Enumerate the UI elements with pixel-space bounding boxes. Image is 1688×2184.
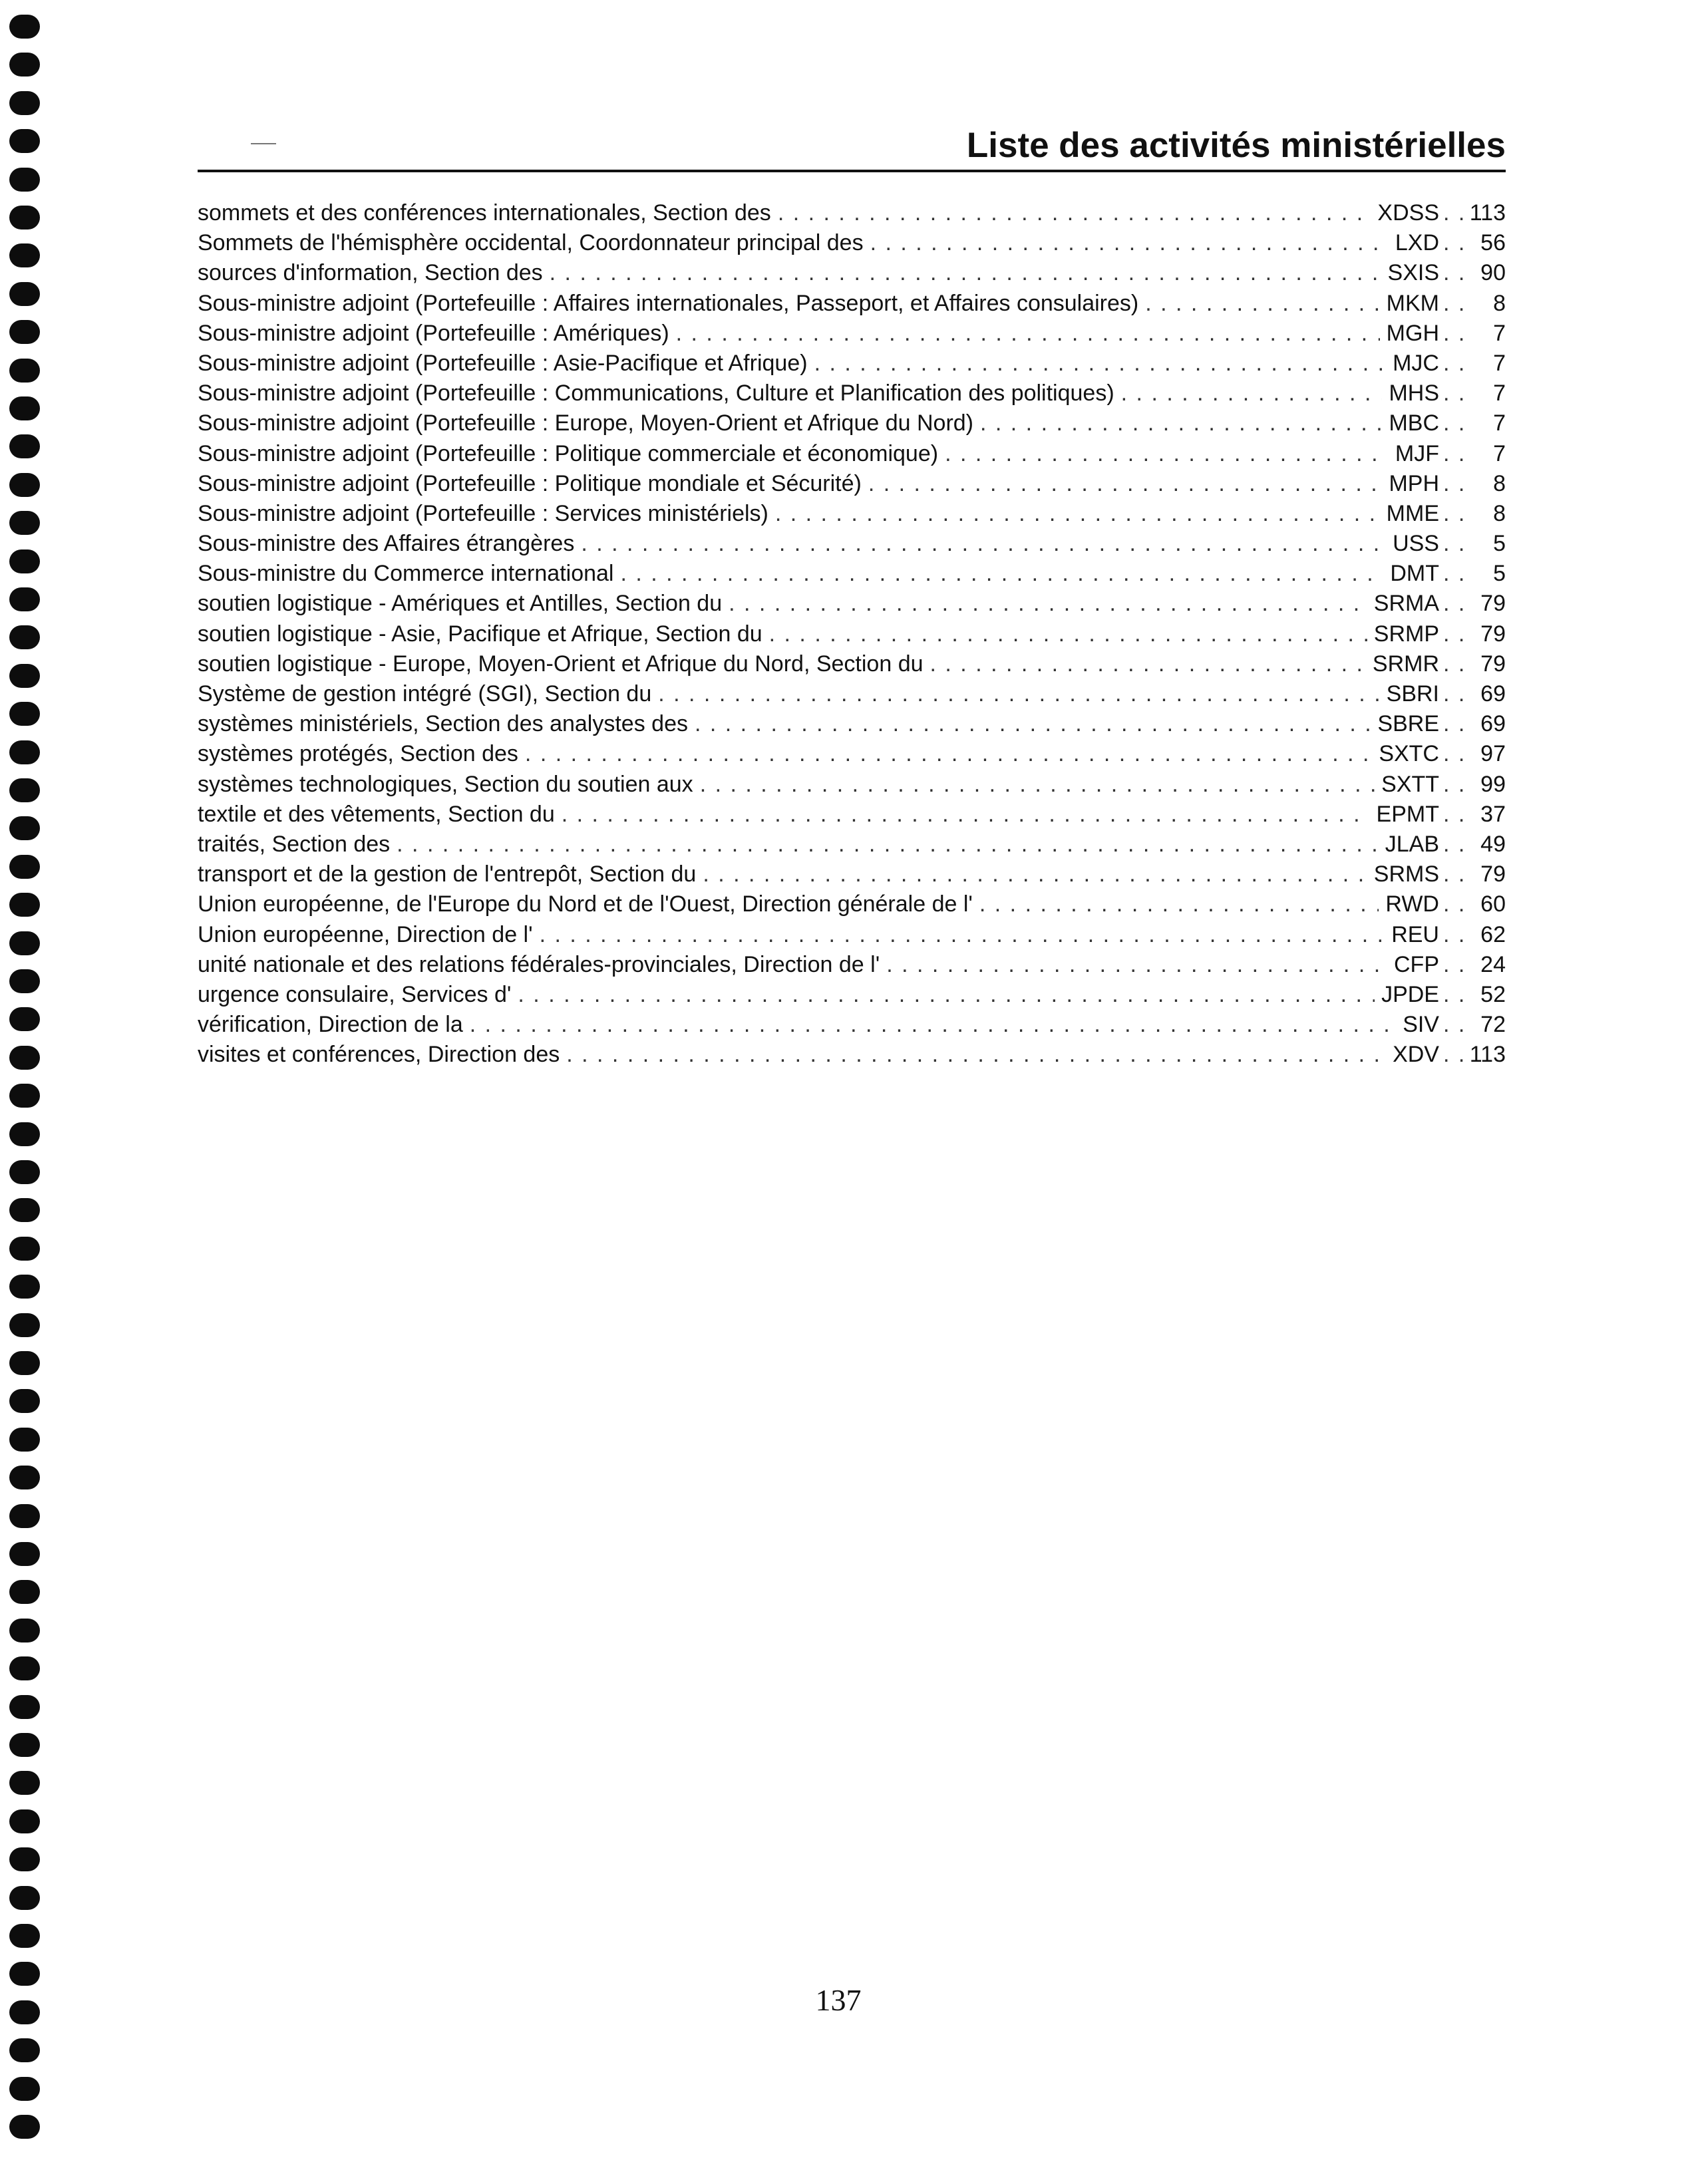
binding-hole bbox=[9, 1847, 40, 1871]
dot-leader bbox=[775, 499, 1380, 529]
entry-code: MKM bbox=[1386, 290, 1439, 316]
binding-hole bbox=[9, 2038, 40, 2062]
dot-leader bbox=[550, 258, 1381, 288]
binding-hole bbox=[9, 1580, 40, 1604]
binding-hole bbox=[9, 1313, 40, 1337]
binding-hole bbox=[9, 1656, 40, 1680]
entry-code: JLAB bbox=[1385, 831, 1439, 857]
entry-label: sommets et des conférences internationales, Section des bbox=[198, 200, 771, 226]
binding-hole bbox=[9, 2077, 40, 2101]
entry-label: Sous-ministre du Commerce international bbox=[198, 561, 614, 587]
entry-page: 69 bbox=[1480, 681, 1506, 706]
binding-hole bbox=[9, 1695, 40, 1719]
entry-page: 99 bbox=[1480, 771, 1506, 797]
binding-hole bbox=[9, 91, 40, 115]
binding-hole bbox=[9, 1160, 40, 1184]
list-item bbox=[198, 228, 1506, 258]
dot-leader bbox=[870, 228, 1389, 258]
dot-leader bbox=[1443, 889, 1463, 919]
entry-page: 90 bbox=[1480, 260, 1506, 286]
entry-page: 24 bbox=[1480, 951, 1506, 977]
entry-code: SXTT bbox=[1381, 771, 1439, 797]
binding-hole bbox=[9, 1084, 40, 1108]
entry-code: XDSS bbox=[1377, 200, 1439, 226]
entry-label: visites et conférences, Direction des bbox=[198, 1042, 560, 1068]
dot-leader bbox=[525, 739, 1372, 769]
entry-label: transport et de la gestion de l'entrepôt, Section du bbox=[198, 861, 697, 887]
dot-leader bbox=[562, 800, 1370, 830]
page-number: 137 bbox=[815, 1983, 862, 2017]
entry-page: 7 bbox=[1493, 350, 1506, 376]
dot-leader bbox=[729, 589, 1367, 619]
binding-hole bbox=[9, 168, 40, 192]
dot-leader bbox=[980, 408, 1382, 438]
dot-leader bbox=[979, 889, 1379, 919]
dot-leader bbox=[1443, 379, 1463, 408]
entry-label: vérification, Direction de la bbox=[198, 1012, 463, 1038]
entry-page: 52 bbox=[1480, 981, 1506, 1007]
binding-hole bbox=[9, 931, 40, 955]
dot-leader bbox=[703, 859, 1367, 889]
dot-leader bbox=[1443, 198, 1463, 228]
entry-page: 7 bbox=[1493, 440, 1506, 466]
spiral-binding bbox=[9, 0, 43, 2184]
binding-hole bbox=[9, 1389, 40, 1413]
entry-label: textile et des vêtements, Section du bbox=[198, 801, 555, 827]
entry-code: SRMA bbox=[1373, 591, 1439, 617]
dot-leader bbox=[397, 830, 1379, 859]
binding-hole bbox=[9, 969, 40, 993]
header-mark bbox=[251, 143, 276, 144]
dot-leader bbox=[778, 198, 1371, 228]
dot-leader bbox=[700, 770, 1375, 800]
entry-label: soutien logistique - Asie, Pacifique et Afrique, Section du bbox=[198, 621, 762, 647]
entry-code: MME bbox=[1386, 500, 1439, 526]
binding-hole bbox=[9, 1542, 40, 1566]
dot-leader bbox=[1443, 649, 1463, 679]
entry-code: SRMR bbox=[1372, 651, 1439, 677]
list-item bbox=[198, 439, 1506, 469]
binding-hole bbox=[9, 587, 40, 611]
binding-hole bbox=[9, 53, 40, 77]
binding-hole bbox=[9, 2115, 40, 2139]
binding-hole bbox=[9, 1351, 40, 1375]
entry-code: SIV bbox=[1403, 1012, 1439, 1038]
list-item bbox=[198, 950, 1506, 980]
dot-leader bbox=[658, 679, 1379, 709]
dot-leader bbox=[470, 1010, 1396, 1040]
binding-hole bbox=[9, 1771, 40, 1795]
dot-leader bbox=[1443, 739, 1463, 769]
binding-hole bbox=[9, 625, 40, 649]
binding-hole bbox=[9, 511, 40, 535]
dot-leader bbox=[566, 1040, 1386, 1070]
binding-hole bbox=[9, 320, 40, 344]
dot-leader bbox=[1443, 228, 1463, 258]
dot-leader bbox=[518, 980, 1375, 1010]
entry-label: systèmes ministériels, Section des analystes des bbox=[198, 711, 688, 737]
list-item bbox=[198, 649, 1506, 679]
entry-page: 79 bbox=[1480, 651, 1506, 677]
entry-code: MJF bbox=[1395, 440, 1439, 466]
entry-code: SBRI bbox=[1386, 681, 1439, 706]
list-item bbox=[198, 499, 1506, 529]
dot-leader bbox=[1443, 1040, 1463, 1070]
entry-label: sources d'information, Section des bbox=[198, 260, 543, 286]
binding-hole bbox=[9, 2000, 40, 2024]
entry-code: MHS bbox=[1389, 381, 1439, 406]
dot-leader bbox=[695, 709, 1371, 739]
entry-code: CFP bbox=[1394, 951, 1439, 977]
binding-hole bbox=[9, 396, 40, 420]
dot-leader bbox=[1443, 859, 1463, 889]
list-item bbox=[198, 289, 1506, 319]
dot-leader bbox=[868, 469, 1383, 499]
entry-code: SRMP bbox=[1373, 621, 1439, 647]
dot-leader bbox=[540, 920, 1385, 950]
binding-hole bbox=[9, 1924, 40, 1948]
entry-page: 7 bbox=[1493, 381, 1506, 406]
binding-hole bbox=[9, 206, 40, 230]
dot-leader bbox=[581, 529, 1386, 559]
entry-code: JPDE bbox=[1381, 981, 1439, 1007]
entry-page: 113 bbox=[1469, 200, 1506, 226]
dot-leader bbox=[1443, 319, 1463, 349]
dot-leader bbox=[1443, 830, 1463, 859]
entry-code: RWD bbox=[1385, 891, 1439, 917]
dot-leader bbox=[945, 439, 1389, 469]
list-item bbox=[198, 1040, 1506, 1070]
list-item bbox=[198, 1010, 1506, 1040]
entry-page: 7 bbox=[1493, 320, 1506, 346]
binding-hole bbox=[9, 1962, 40, 1986]
list-item bbox=[198, 800, 1506, 830]
entry-label: Sous-ministre adjoint (Portefeuille : Politique mondiale et Sécurité) bbox=[198, 470, 862, 496]
binding-hole bbox=[9, 1275, 40, 1299]
entry-page: 69 bbox=[1480, 711, 1506, 737]
list-item bbox=[198, 980, 1506, 1010]
binding-hole bbox=[9, 1809, 40, 1833]
entry-label: Sommets de l'hémisphère occidental, Coordonnateur principal des bbox=[198, 230, 864, 256]
binding-hole bbox=[9, 129, 40, 153]
entry-label: Sous-ministre adjoint (Portefeuille : Europe, Moyen-Orient et Afrique du Nord) bbox=[198, 410, 973, 436]
binding-hole bbox=[9, 473, 40, 497]
entry-page: 37 bbox=[1480, 801, 1506, 827]
binding-hole bbox=[9, 1198, 40, 1222]
list-item bbox=[198, 709, 1506, 739]
binding-hole bbox=[9, 1886, 40, 1910]
binding-hole bbox=[9, 1619, 40, 1642]
entry-page: 113 bbox=[1469, 1042, 1506, 1068]
entry-code: SBRE bbox=[1377, 711, 1439, 737]
entry-label: Union européenne, de l'Europe du Nord et de l'Ouest, Direction générale de l' bbox=[198, 891, 973, 917]
entry-code: SXIS bbox=[1387, 260, 1439, 286]
entry-page: 49 bbox=[1480, 831, 1506, 857]
binding-hole bbox=[9, 893, 40, 917]
binding-hole bbox=[9, 1046, 40, 1070]
binding-hole bbox=[9, 1733, 40, 1757]
list-item bbox=[198, 408, 1506, 438]
binding-hole bbox=[9, 243, 40, 267]
entry-label: Sous-ministre adjoint (Portefeuille : Amériques) bbox=[198, 320, 669, 346]
binding-hole bbox=[9, 1466, 40, 1489]
entry-page: 5 bbox=[1493, 561, 1506, 587]
entry-code: MJC bbox=[1393, 350, 1439, 376]
entry-label: traités, Section des bbox=[198, 831, 391, 857]
dot-leader bbox=[1443, 770, 1463, 800]
entry-label: systèmes technologiques, Section du soutien aux bbox=[198, 771, 693, 797]
entry-page: 79 bbox=[1480, 591, 1506, 617]
dot-leader bbox=[1443, 679, 1463, 709]
binding-hole bbox=[9, 434, 40, 458]
page-title: Liste des activités ministérielles bbox=[966, 126, 1506, 165]
binding-hole bbox=[9, 778, 40, 802]
entry-label: Sous-ministre adjoint (Portefeuille : Services ministériels) bbox=[198, 500, 768, 526]
dot-leader bbox=[620, 559, 1383, 589]
dot-leader bbox=[676, 319, 1380, 349]
entry-page: 72 bbox=[1480, 1012, 1506, 1038]
entry-code: XDV bbox=[1393, 1042, 1439, 1068]
binding-hole bbox=[9, 740, 40, 764]
binding-hole bbox=[9, 15, 40, 39]
entry-page: 8 bbox=[1493, 290, 1506, 316]
list-item bbox=[198, 379, 1506, 408]
entry-code: USS bbox=[1393, 531, 1439, 557]
binding-hole bbox=[9, 1428, 40, 1452]
list-item bbox=[198, 770, 1506, 800]
binding-hole bbox=[9, 816, 40, 840]
list-item bbox=[198, 679, 1506, 709]
list-item bbox=[198, 859, 1506, 889]
dot-leader bbox=[1443, 349, 1463, 379]
entry-code: MPH bbox=[1389, 470, 1439, 496]
list-item bbox=[198, 559, 1506, 589]
dot-leader bbox=[886, 950, 1387, 980]
dot-leader bbox=[1443, 439, 1463, 469]
dot-leader bbox=[1443, 499, 1463, 529]
entry-label: soutien logistique - Europe, Moyen-Orient et Afrique du Nord, Section du bbox=[198, 651, 924, 677]
entry-page: 8 bbox=[1493, 500, 1506, 526]
dot-leader bbox=[1121, 379, 1383, 408]
entry-page: 56 bbox=[1480, 230, 1506, 256]
entry-label: Sous-ministre adjoint (Portefeuille : Communications, Culture et Planification des politiques) bbox=[198, 381, 1114, 406]
list-item bbox=[198, 319, 1506, 349]
entry-code: EPMT bbox=[1376, 801, 1439, 827]
entry-label: Sous-ministre adjoint (Portefeuille : Asie-Pacifique et Afrique) bbox=[198, 350, 808, 376]
entry-page: 97 bbox=[1480, 741, 1506, 767]
binding-hole bbox=[9, 664, 40, 688]
entry-page: 7 bbox=[1493, 410, 1506, 436]
entry-label: urgence consulaire, Services d' bbox=[198, 981, 512, 1007]
binding-hole bbox=[9, 855, 40, 879]
entry-code: DMT bbox=[1390, 561, 1439, 587]
dot-leader bbox=[1443, 950, 1463, 980]
entry-label: soutien logistique - Amériques et Antilles, Section du bbox=[198, 591, 723, 617]
dot-leader bbox=[814, 349, 1387, 379]
dot-leader bbox=[1443, 709, 1463, 739]
list-item bbox=[198, 739, 1506, 769]
dot-leader bbox=[1443, 980, 1463, 1010]
index-list bbox=[198, 198, 1506, 1070]
dot-leader bbox=[1443, 469, 1463, 499]
dot-leader bbox=[1443, 289, 1463, 319]
dot-leader bbox=[1443, 559, 1463, 589]
binding-hole bbox=[9, 1007, 40, 1031]
entry-label: Sous-ministre des Affaires étrangères bbox=[198, 531, 575, 557]
dot-leader bbox=[1443, 408, 1463, 438]
entry-label: Sous-ministre adjoint (Portefeuille : Politique commerciale et économique) bbox=[198, 440, 939, 466]
entry-label: Système de gestion intégré (SGI), Section du bbox=[198, 681, 652, 706]
dot-leader bbox=[769, 619, 1367, 649]
entry-page: 79 bbox=[1480, 621, 1506, 647]
binding-hole bbox=[9, 1237, 40, 1261]
list-item bbox=[198, 469, 1506, 499]
list-item bbox=[198, 920, 1506, 950]
list-item bbox=[198, 589, 1506, 619]
dot-leader bbox=[1145, 289, 1379, 319]
dot-leader bbox=[1443, 529, 1463, 559]
entry-code: MBC bbox=[1389, 410, 1439, 436]
entry-page: 5 bbox=[1493, 531, 1506, 557]
entry-page: 79 bbox=[1480, 861, 1506, 887]
entry-code: MGH bbox=[1386, 320, 1439, 346]
dot-leader bbox=[1443, 589, 1463, 619]
dot-leader bbox=[1443, 1010, 1463, 1040]
dot-leader bbox=[1443, 619, 1463, 649]
binding-hole bbox=[9, 702, 40, 726]
entry-code: SRMS bbox=[1373, 861, 1439, 887]
dot-leader bbox=[1443, 920, 1463, 950]
list-item bbox=[198, 198, 1506, 228]
dot-leader bbox=[930, 649, 1366, 679]
entry-page: 60 bbox=[1480, 891, 1506, 917]
dot-leader bbox=[1443, 800, 1463, 830]
entry-code: SXTC bbox=[1379, 741, 1439, 767]
binding-hole bbox=[9, 359, 40, 383]
binding-hole bbox=[9, 1504, 40, 1528]
list-item bbox=[198, 349, 1506, 379]
entry-code: LXD bbox=[1395, 230, 1439, 256]
list-item bbox=[198, 258, 1506, 288]
dot-leader bbox=[1443, 258, 1463, 288]
entry-label: Union européenne, Direction de l' bbox=[198, 921, 533, 947]
entry-code: REU bbox=[1391, 921, 1439, 947]
entry-page: 62 bbox=[1480, 921, 1506, 947]
entry-label: systèmes protégés, Section des bbox=[198, 741, 518, 767]
entry-page: 8 bbox=[1493, 470, 1506, 496]
entry-label: unité nationale et des relations fédérales-provinciales, Direction de l' bbox=[198, 951, 880, 977]
list-item bbox=[198, 619, 1506, 649]
binding-hole bbox=[9, 549, 40, 573]
list-item bbox=[198, 529, 1506, 559]
entry-label: Sous-ministre adjoint (Portefeuille : Affaires internationales, Passeport, et Affaires consulaires) bbox=[198, 290, 1139, 316]
list-item bbox=[198, 830, 1506, 859]
list-item bbox=[198, 889, 1506, 919]
page-header bbox=[198, 123, 1506, 172]
binding-hole bbox=[9, 282, 40, 306]
binding-hole bbox=[9, 1122, 40, 1146]
